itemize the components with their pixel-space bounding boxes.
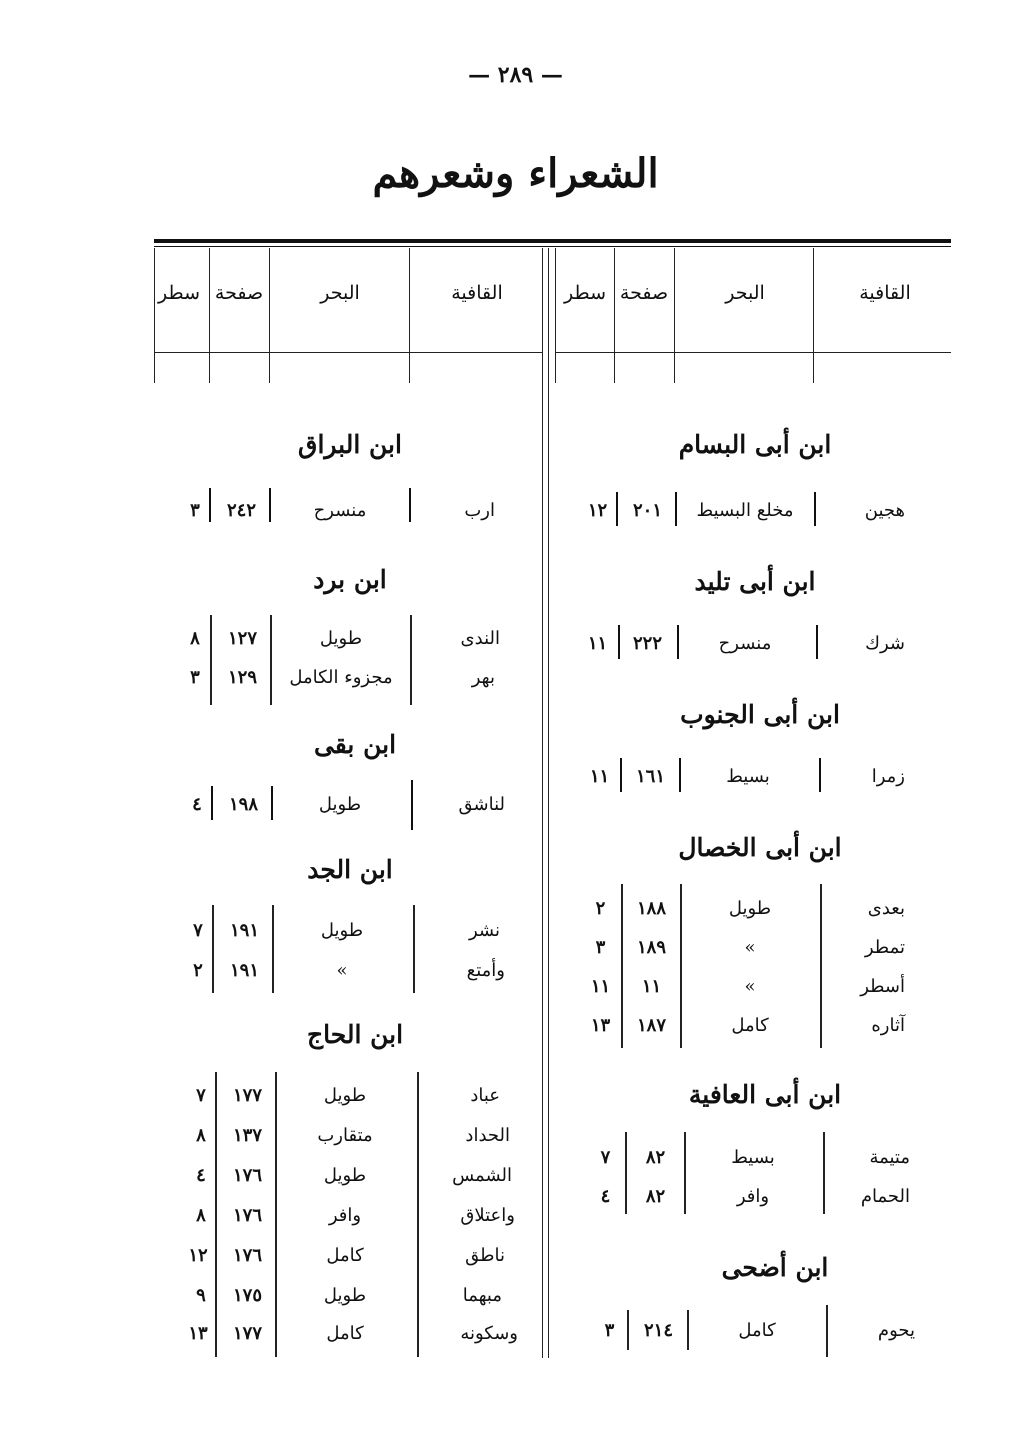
header-bahr-right: البحر [725,282,765,304]
safha-cell: ١٧٧ [232,1085,262,1106]
poet-name: ابن أبى تليد [694,567,816,596]
header-divider [269,248,270,383]
bahr-cell: « [744,937,756,958]
bahr-cell: وافر [328,1205,362,1226]
header-satr-right: سطر [564,282,606,304]
satr-cell: ٤ [192,794,202,815]
bahr-cell: كامل [326,1323,364,1344]
center-divider [548,248,549,1358]
bahr-cell: مخلع البسيط [696,500,794,521]
bahr-cell: منسرح [718,633,772,654]
header-divider [209,248,210,383]
cell-divider [819,758,821,792]
safha-cell: ١٦١ [635,766,665,787]
bahr-cell: طويل [319,628,363,649]
cell-divider [409,488,411,522]
satr-cell: ٩ [196,1285,206,1306]
cell-divider [823,1132,825,1214]
header-safha-right: صفحة [619,282,669,304]
poet-name: ابن الجد [307,855,393,884]
poet-name: ابن البراق [298,430,402,459]
qafiya-cell: مبهما [462,1285,502,1306]
cell-divider [684,1132,686,1214]
poet-name: ابن الحاج [306,1020,404,1049]
safha-cell: ٢٠١ [632,500,662,521]
qafiya-cell: تمطر [864,937,905,958]
satr-cell: ٧ [193,920,203,941]
satr-cell: ٣ [604,1320,615,1341]
cell-divider [411,780,413,830]
poet-name: ابن أبى الجنوب [680,700,840,729]
qafiya-cell: ناطق [465,1245,505,1266]
cell-divider [272,905,274,993]
cell-divider [687,1310,689,1350]
poet-name: ابن أبى العافية [688,1080,842,1109]
bahr-cell: كامل [326,1245,364,1266]
qafiya-cell: زمرا [871,766,905,787]
qafiya-cell: الحداد [465,1125,510,1146]
center-divider [542,248,543,1358]
cell-divider [621,884,623,1048]
satr-cell: ٢ [193,960,203,981]
safha-cell: ٨٢ [645,1147,666,1168]
cell-divider [413,905,415,993]
satr-cell: ١٣ [590,1015,611,1036]
safha-cell: ١١ [641,976,662,997]
bahr-cell: طويل [318,794,362,815]
header-divider [614,248,615,383]
poet-name: ابن أبى الخصال [678,833,842,862]
satr-cell: ١٢ [188,1245,208,1266]
bahr-cell: طويل [323,1165,367,1186]
header-underline-right [555,352,951,353]
cell-divider [820,884,822,1048]
cell-divider [417,1072,419,1357]
qafiya-cell: يحوم [877,1320,915,1341]
cell-divider [680,884,682,1048]
cell-divider [814,492,816,526]
qafiya-cell: وسكونه [460,1323,518,1344]
qafiya-cell: أسطر [860,976,905,997]
bahr-cell: طويل [323,1085,367,1106]
safha-cell: ١٨٧ [636,1015,666,1036]
safha-cell: ١٩٨ [228,794,258,815]
cell-divider [275,1072,277,1357]
safha-cell: ١٧٥ [232,1285,262,1306]
cell-divider [269,488,271,522]
poet-name: ابن بقى [313,730,397,759]
safha-cell: ١٢٧ [227,628,257,649]
qafiya-cell: شرك [865,633,905,654]
page-title: الشعراء وشعرهم [372,150,659,197]
safha-cell: ٢٢٢ [632,633,662,654]
safha-cell: ٢٤٢ [226,500,256,521]
satr-cell: ٨ [196,1205,206,1226]
header-bahr-left: البحر [320,282,360,304]
qafiya-cell: هجين [864,500,905,521]
top-rule-thin [154,246,951,247]
cell-divider [677,625,679,659]
satr-cell: ١٣ [188,1323,208,1344]
satr-cell: ١١ [589,766,610,787]
cell-divider [616,492,618,526]
safha-cell: ١٩١ [229,920,259,941]
satr-cell: ٣ [190,667,200,688]
qafiya-cell: الشمس [452,1165,512,1186]
qafiya-cell: وأمتع [466,960,505,981]
top-rule [154,239,951,243]
bahr-cell: « [744,976,756,997]
bahr-cell: طويل [323,1285,367,1306]
header-underline-left [154,352,542,353]
cell-divider [816,625,818,659]
bahr-cell: بسيط [726,766,770,787]
header-qafiya-right: القافية [859,282,911,304]
bahr-cell: وافر [736,1186,770,1207]
satr-cell: ٧ [600,1147,611,1168]
bahr-cell: متقارب [317,1125,373,1146]
header-divider [154,248,155,383]
header-safha-left: صفحة [214,282,264,304]
safha-cell: ٨٢ [645,1186,666,1207]
satr-cell: ١١ [587,633,608,654]
qafiya-cell: الندى [460,628,500,649]
qafiya-cell: ارب [464,500,495,521]
satr-cell: ٨ [190,628,200,649]
satr-cell: ٤ [600,1186,611,1207]
qafiya-cell: الحمام [860,1186,910,1207]
satr-cell: ٣ [190,500,200,521]
cell-divider [675,492,677,526]
safha-cell: ١٣٧ [232,1125,262,1146]
cell-divider [410,615,412,705]
header-satr-left: سطر [158,282,200,304]
qafiya-cell: نشر [469,920,500,941]
bahr-cell: كامل [731,1015,769,1036]
satr-cell: ١٢ [587,500,608,521]
satr-cell: ١١ [590,976,611,997]
poet-name: ابن أضحى [721,1253,829,1282]
qafiya-cell: عباد [470,1085,500,1106]
safha-cell: ١٧٦ [232,1165,262,1186]
satr-cell: ٣ [595,937,606,958]
cell-divider [270,615,272,705]
safha-cell: ١٢٩ [227,667,257,688]
cell-divider [620,758,622,792]
cell-divider [210,615,212,705]
safha-cell: ١٧٧ [232,1323,262,1344]
cell-divider [271,786,273,820]
poet-name: ابن أبى البسام [678,430,832,459]
satr-cell: ٧ [196,1085,206,1106]
safha-cell: ١٨٨ [636,898,666,919]
satr-cell: ٢ [595,898,606,919]
cell-divider [679,758,681,792]
header-divider [555,248,556,383]
bahr-cell: كامل [738,1320,776,1341]
safha-cell: ١٨٩ [636,937,666,958]
page-number: — ٢٨٩ — [468,62,563,88]
bahr-cell: بسيط [731,1147,775,1168]
satr-cell: ٤ [196,1165,206,1186]
header-divider [674,248,675,383]
qafiya-cell: واعتلاق [460,1205,515,1226]
qafiya-cell: لناشق [458,794,505,815]
cell-divider [627,1310,629,1350]
safha-cell: ١٧٦ [232,1205,262,1226]
safha-cell: ١٩١ [229,960,259,981]
bahr-cell: منسرح [313,500,367,521]
cell-divider [625,1132,627,1214]
qafiya-cell: آثاره [871,1015,905,1036]
poet-name: ابن برد [313,565,387,594]
bahr-cell: طويل [320,920,364,941]
qafiya-cell: بهر [471,667,495,688]
bahr-cell: طويل [728,898,772,919]
cell-divider [826,1305,828,1357]
header-qafiya-left: القافية [451,282,503,304]
safha-cell: ٢١٤ [643,1320,673,1341]
bahr-cell: مجزوء الكامل [289,667,393,688]
bahr-cell: « [336,960,348,981]
header-divider [409,248,410,383]
safha-cell: ١٧٦ [232,1245,262,1266]
header-divider [813,248,814,383]
qafiya-cell: متيمة [869,1147,910,1168]
satr-cell: ٨ [196,1125,206,1146]
qafiya-cell: بعدى [867,898,905,919]
